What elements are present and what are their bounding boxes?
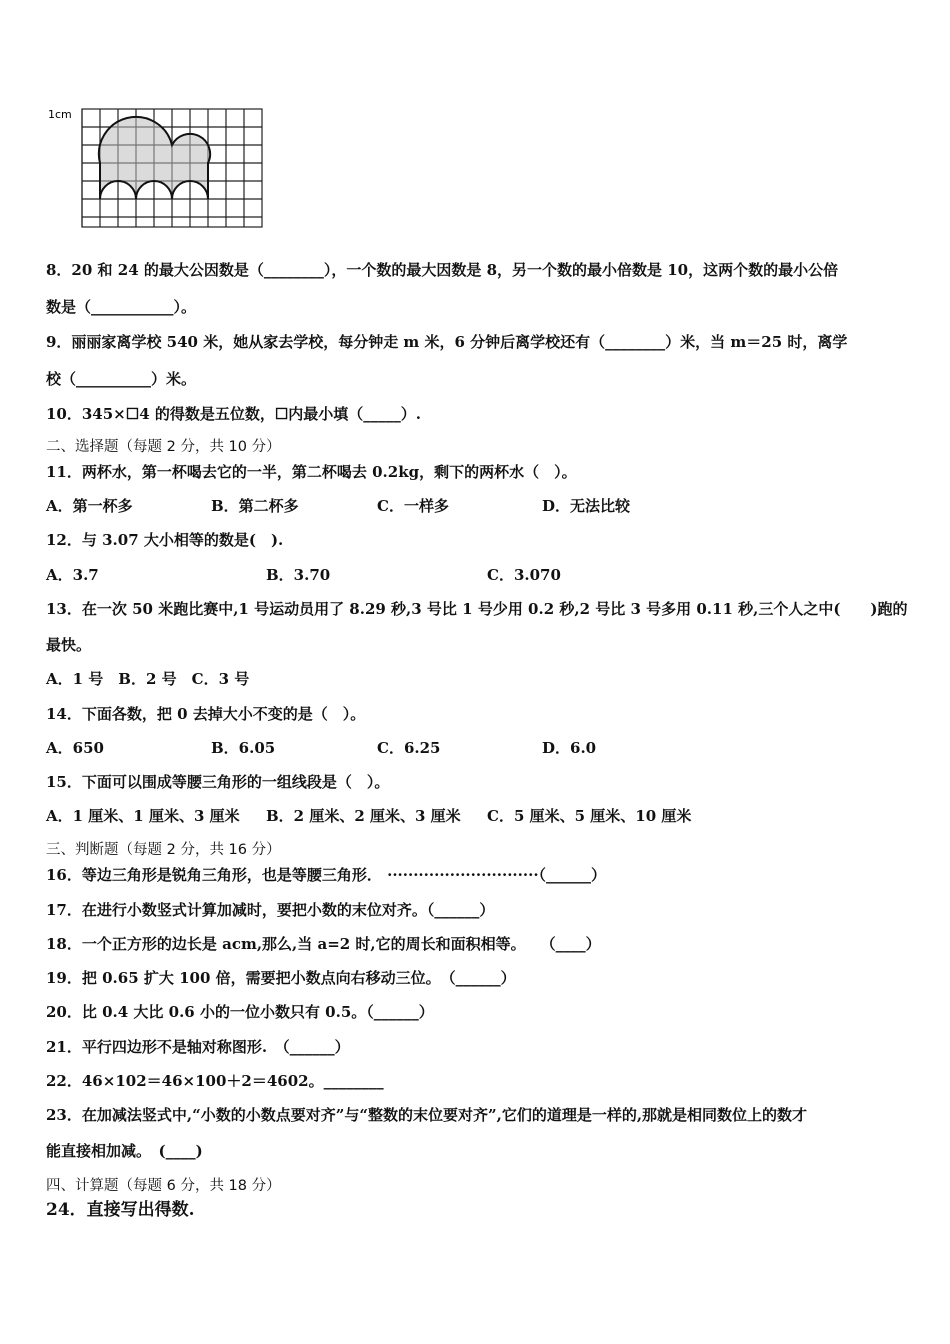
question-10: 10．345×☐4 的得数是五位数，☐内最小填（_____）. [46,405,422,423]
q13-options[interactable]: A．1 号 B．2 号 C．3 号 [46,670,250,688]
section-heading-calculation: 四、计算题（每题 6 分，共 18 分） [46,1178,281,1194]
question-24: 24．直接写出得数. [46,1200,195,1220]
q15-option-c[interactable]: C．5 厘米、5 厘米、10 厘米 [487,807,692,825]
q11-option-c[interactable]: C．一样多 [377,497,449,515]
question-11: 11．两杯水，第一杯喝去它的一半，第二杯喝去 0.2kg，剩下的两杯水（ ）。 [46,463,577,481]
question-8-line1: 8．20 和 24 的最大公因数是（________），一个数的最大因数是 8，另一个数的最小倍数是 10，这两个数的最小公倍 [46,261,839,279]
question-20: 20．比 0.4 大比 0.6 小的一位小数只有 0.5。（______） [46,1003,434,1021]
q11-option-b[interactable]: B．第二杯多 [211,497,299,515]
q11-option-d[interactable]: D．无法比较 [542,497,631,515]
question-19: 19．把 0.65 扩大 100 倍，需要把小数点向右移动三位。 （______） [46,969,516,987]
q15-option-a[interactable]: A．1 厘米、1 厘米、3 厘米 [46,807,240,825]
q14-option-a[interactable]: A．650 [46,739,104,757]
q14-option-d[interactable]: D．6.0 [542,739,597,757]
q12-option-c[interactable]: C．3.070 [487,566,561,584]
grid-figure [46,104,268,230]
q15-option-b[interactable]: B．2 厘米、2 厘米、3 厘米 [266,807,461,825]
question-12: 12．与 3.07 大小相等的数是( ). [46,531,284,549]
question-22: 22．46×102＝46×100＋2＝4602。________ [46,1072,384,1090]
question-17: 17．在进行小数竖式计算加减时，要把小数的末位对齐。（______） [46,901,495,919]
question-9-line2: 校（__________）米。 [46,370,197,388]
unit-label: 1cm [48,108,72,121]
question-14: 14．下面各数，把 0 去掉大小不变的是（ ）。 [46,705,366,723]
q12-option-b[interactable]: B．3.70 [266,566,331,584]
section-heading-judgment: 三、判断题（每题 2 分，共 16 分） [46,842,281,858]
q12-option-a[interactable]: A．3.7 [46,566,99,584]
q11-option-a[interactable]: A．第一杯多 [46,497,133,515]
question-13-line2: 最快。 [46,636,92,654]
section-heading-choice: 二、选择题（每题 2 分，共 10 分） [46,439,281,455]
question-9-line1: 9．丽丽家离学校 540 米，她从家去学校，每分钟走 m 米，6 分钟后离学校还有（________）米，当 m＝25 时，离学 [46,333,848,351]
question-16: 16．等边三角形是锐角三角形，也是等腰三角形． ·····························（______） [46,866,607,884]
question-23-line2: 能直接相加减。 (____) [46,1142,203,1160]
question-13-line1: 13．在一次 50 米跑比赛中,1 号运动员用了 8.29 秒,3 号比 1 号少用 0.2 秒,2 号比 3 号多用 0.11 秒,三个人之中( )跑的 [46,600,908,618]
question-21: 21．平行四边形不是轴对称图形. （______） [46,1038,350,1056]
question-8-line2: 数是（___________）。 [46,298,197,316]
question-23-line1: 23．在加减法竖式中,“小数的小数点要对齐”与“整数的末位要对齐”,它们的道理是一样的,那就是相同数位上的数才 [46,1106,808,1124]
q14-option-b[interactable]: B．6.05 [211,739,276,757]
q14-option-c[interactable]: C．6.25 [377,739,441,757]
question-15: 15．下面可以围成等腰三角形的一组线段是（ ）。 [46,773,390,791]
question-18: 18．一个正方形的边长是 acm,那么,当 a=2 时,它的周长和面积相等。 （____） [46,935,601,953]
